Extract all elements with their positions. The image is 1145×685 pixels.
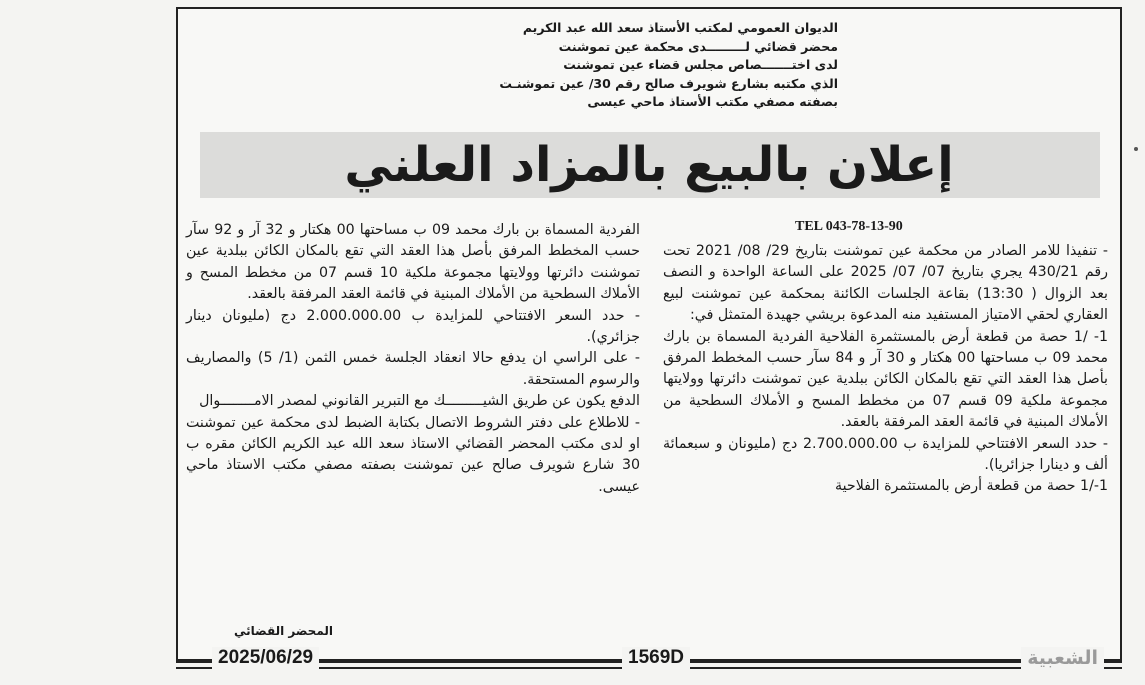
telephone-number: TEL 043-78-13-90 — [795, 219, 903, 234]
paragraph: - حدد السعر الافتتاحي للمزايدة ب 2.000.000.00 دج (مليونان دينار جزائري). — [186, 307, 641, 346]
page-footer — [176, 643, 1122, 677]
header-line: الديوان العمومي لمكتب الأستاذ سعد الله عبد الكريم — [522, 20, 838, 35]
paragraph: - تنفيذا للامر الصادر من محكمة عين تموشنت بتاريخ 29/ 08/ 2021 تحت رقم 430/21 يجري بتاريخ 07/ 07/ 2025 على الساعة الواحدة و النصف بعد الزوال ( 13:30) بقاعة الجلسات الكائنة بمحكمة عين تموشنت لبيع العقاري لحقي الامتياز المستفيد منه المدعوة بريشي جهيدة المتمثل في: — [663, 243, 1109, 324]
announcement-title: إعلان بالبيع بالمزاد العلني — [344, 137, 954, 193]
scan-speck — [1134, 147, 1138, 151]
right-column — [663, 241, 1108, 498]
paragraph: - على الراسي ان يدفع حالا انعقاد الجلسة خمس الثمن (1/ 5) والمصاريف والرسوم المستحقة. — [186, 350, 640, 388]
paragraph: - للاطلاع على دفتر الشروط الاتصال بكتابة الضبط لدى محكمة عين تموشنت او لدى مكتب المحضر القضائي الاستاذ سعد الله عبد الكريم الكائن مقره ب 30 شارع شويرف صالح عين تموشنت بصفته مصفي مكتب الاستاذ ماحي عيسى. — [186, 414, 640, 495]
header-line: محضر قضائي لـــــــــدى محكمة عين تموشنت — [558, 38, 838, 54]
header-line: لدى اختـــــــصاص مجلس قضاء عين تموشنت — [563, 57, 838, 72]
announcement-code: 1569D — [622, 647, 690, 669]
paragraph: 1-/1 حصة من قطعة أرض بالمستثمرة الفلاحية — [835, 478, 1108, 495]
bailiff-header — [468, 19, 838, 112]
publication-date: 2025/06/29 — [212, 647, 319, 669]
header-line: الذي مكتبه بشارع شويرف صالح رقم 30/ عين تموشنـت — [499, 75, 838, 91]
header-line: بصفته مصفي مكتب الأستاذ ماحي عيسى — [587, 94, 838, 109]
left-column — [186, 220, 640, 498]
paragraph: الفردية المسماة بن بارك محمد 09 ب مساحتها 00 هكتار و 32 آر و 92 سآر حسب المخطط المرفق بأصل هذا العقد التي تقع بالمكان الكائن ببلدية عين تموشنت دائرتها وولايتها مجموعة ملكية 10 قسم 07 من مخطط المسح و الأملاك السطحية من الأملاك المبنية في قائمة العقد المرفقة بالعقد. — [186, 222, 641, 303]
paragraph: - حدد السعر الافتتاحي للمزايدة ب 2.700.000.00 دج (مليونان و سبعمائة ألف و دينارا جزائريا). — [663, 435, 1109, 474]
announcement-frame — [176, 7, 1122, 663]
paragraph: 1- /1 حصة من قطعة أرض بالمستثمرة الفلاحية الفردية المسماة بن بارك محمد 09 ب مساحتها 00 هكتار و 30 آر و 84 سآر حسب المخطط المرفق بأصل هذا العقد التي تقع بالمكان الكائن ببلدية عين تموشنت دائرتها وولايتها مجموعة ملكية 09 قسم 07 من مخطط المسح و الأملاك السطحية من الأملاك المبنية في قائمة العقد المرفقة بالعقد. — [663, 328, 1109, 431]
newspaper-brand: الشعبية — [1021, 647, 1104, 669]
signature: المحضر القضائي — [233, 624, 333, 638]
paragraph: الدفع يكون عن طريق الشيـــــــــك مع التبرير القانوني لمصدر الامــــــــوال — [199, 393, 640, 410]
